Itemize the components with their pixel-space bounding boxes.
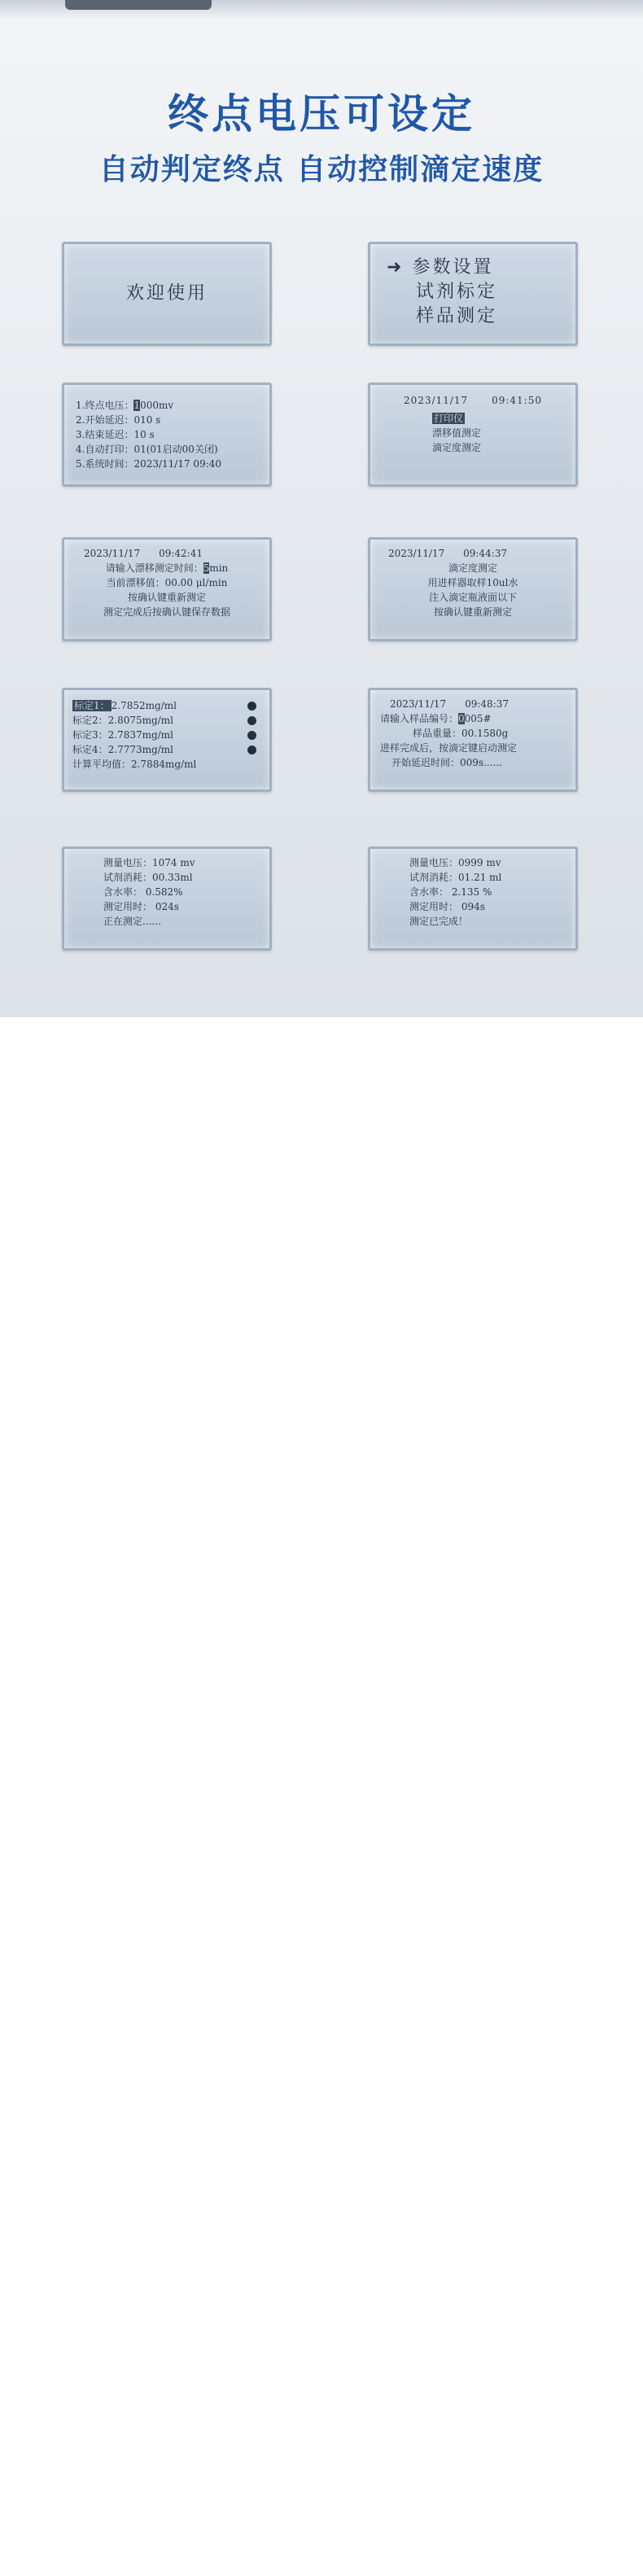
done-moisture: 含水率： 2.135 %	[409, 886, 492, 898]
param-line-5: 5.系统时间：2023/11/17 09:40	[76, 458, 222, 470]
lcd-main-menu-screen	[368, 383, 578, 487]
menu-item-params: ➜ 参数设置	[387, 257, 494, 278]
calibration-average: 计算平均值：2.7884mg/ml	[72, 759, 197, 770]
status-dot-icon	[247, 746, 256, 754]
sample-delay-line: 开始延迟时间：009s......	[391, 757, 502, 768]
drift-save-line: 测定完成后按确认键保存数据	[103, 606, 230, 618]
datetime-line: 2023/11/17 09:42:41	[84, 548, 203, 559]
titer-hint-line: 按确认键重新测定	[433, 606, 512, 618]
done-status: 测定已完成！	[409, 916, 469, 927]
param-line-2: 2.开始延迟：010 s	[76, 414, 161, 426]
lcd-params-screen	[62, 383, 272, 487]
status-dot-icon	[247, 731, 256, 740]
calibration-row-1: 标定1： 2.7852mg/ml	[72, 698, 256, 713]
done-time: 测定用时： 094s	[409, 901, 485, 912]
menu-item-sample: 样品测定	[416, 306, 498, 326]
main-menu-item-2: 漂移值测定	[432, 427, 482, 439]
main-menu-item-3: 滴定度测定	[432, 442, 482, 453]
done-reagent: 试剂消耗：01.21 ml	[409, 872, 502, 883]
top-tab	[65, 0, 212, 10]
status-dot-icon	[247, 716, 256, 725]
titer-step-2: 注入滴定瓶液面以下	[428, 592, 517, 603]
done-voltage: 测量电压：0999 mv	[409, 857, 501, 868]
measure-status: 正在测定......	[103, 916, 161, 927]
hero-title: 终点电压可设定	[168, 90, 475, 138]
menu-item-calibration: 试剂标定	[416, 282, 498, 302]
datetime-line: 2023/11/17 09:44:37	[388, 548, 507, 559]
param-line-4: 4.自动打印：01(01启动00关闭)	[76, 444, 218, 455]
sample-weight-line: 样品重量：00.1580g	[413, 728, 509, 739]
lcd-sample-input-screen	[368, 688, 578, 792]
titer-step-1: 用进样器取样10ul水	[427, 577, 518, 588]
measure-time: 测定用时： 024s	[103, 901, 179, 912]
titer-title-line: 滴定度测定	[448, 562, 497, 574]
lcd-calibration-screen	[62, 688, 272, 792]
welcome-text: 欢迎使用	[125, 283, 208, 304]
hero-section	[0, 0, 643, 1017]
drift-value-line: 当前漂移值：00.00 μl/min	[106, 577, 228, 588]
lcd-drift-screen	[62, 537, 272, 641]
datetime-line: 2023/11/17 09:41:50	[404, 395, 542, 406]
arrow-right-icon: ➜	[387, 257, 405, 278]
calibration-row-2: 标定2：2.8075mg/ml	[72, 713, 256, 728]
param-line-1: 1.终点电压：1000mv	[76, 400, 174, 411]
lcd-measuring-screen	[62, 846, 272, 951]
main-menu-item-1: 打印仪	[434, 413, 464, 424]
param-line-3: 3.结束延迟：10 s	[76, 429, 155, 440]
calibration-row-3: 标定3：2.7837mg/ml	[72, 728, 256, 742]
datetime-line: 2023/11/17 09:48:37	[390, 698, 509, 710]
measure-moisture: 含水率： 0.582%	[103, 886, 183, 898]
drift-input-line: 请输入漂移测定时间：5min	[105, 562, 229, 574]
measure-reagent: 试剂消耗：00.33ml	[103, 872, 193, 883]
calibration-row-4: 标定4：2.7773mg/ml	[72, 742, 256, 757]
measure-voltage: 测量电压：1074 mv	[103, 857, 195, 868]
sample-number-line: 请输入样品编号：0005#	[380, 713, 492, 724]
status-dot-icon	[247, 702, 256, 711]
lcd-welcome-screen	[62, 242, 272, 346]
sample-hint-line: 进样完成后，按滴定键启动测定	[380, 742, 518, 754]
lcd-done-screen	[368, 846, 578, 951]
hero-subtitle: 自动判定终点 自动控制滴定速度	[98, 153, 545, 186]
lcd-menu-screen	[368, 242, 578, 346]
drift-hint-line: 按确认键重新测定	[127, 592, 206, 603]
lcd-titer-screen	[368, 537, 578, 641]
